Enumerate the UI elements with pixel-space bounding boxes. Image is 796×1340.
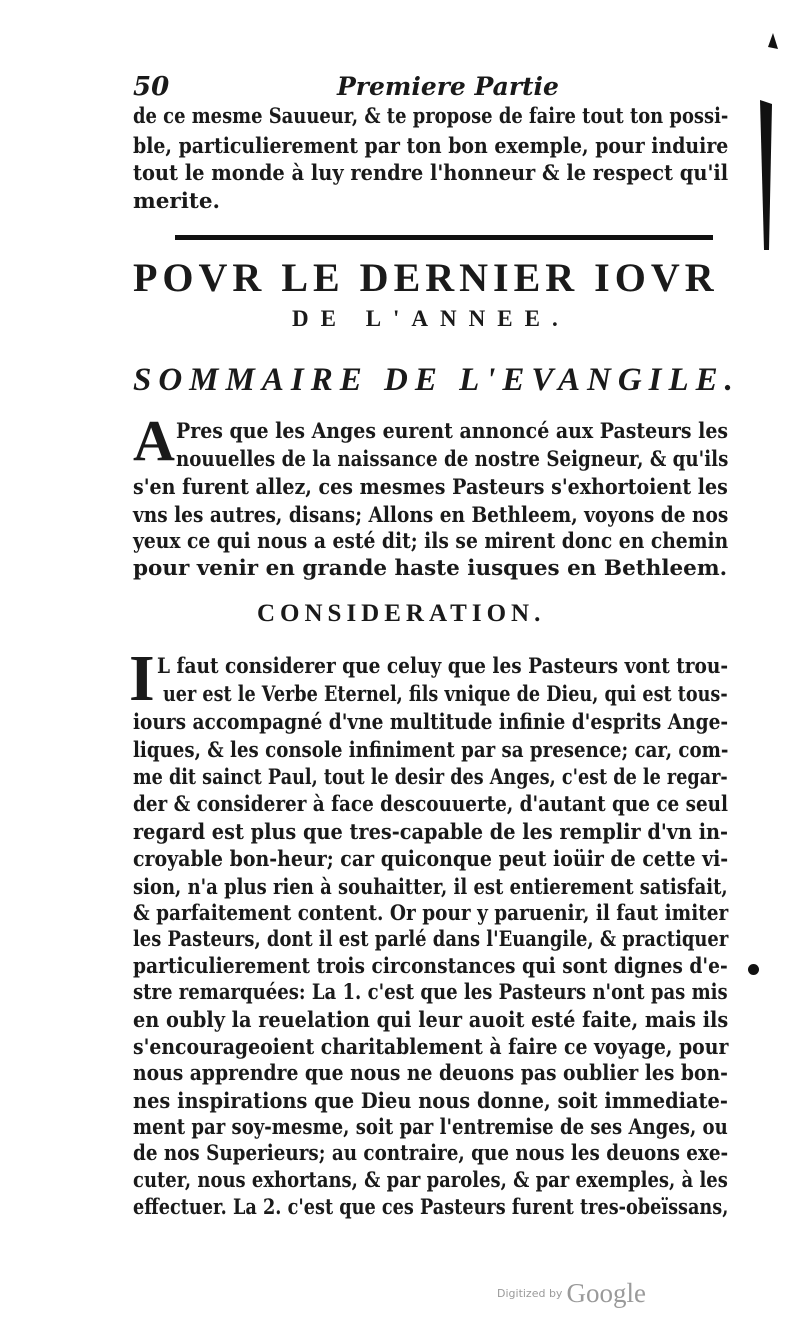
consideration-line: L faut considerer que celuy que les Pasteurs vont trou- — [157, 654, 729, 679]
consideration-line: nous apprendre que nous ne deuons pas oublier les bon- — [133, 1061, 728, 1086]
summary-line: yeux ce qui nous a esté dit; ils se mirent donc en chemin — [133, 529, 729, 554]
summary-line: vns les autres, disans; Allons en Bethleem, voyons de nos — [133, 503, 729, 528]
ink-dot — [748, 964, 759, 975]
consideration-heading: CONSIDERATION. — [257, 600, 546, 627]
intro-line: merite. — [133, 189, 221, 214]
consideration-line: particulierement trois circonstances qui sont dignes d'e- — [133, 954, 728, 979]
summary-line: Pres que les Anges eurent annoncé aux Pasteurs les — [176, 419, 729, 444]
watermark-brand: Google — [566, 1278, 646, 1308]
google-watermark — [497, 1278, 646, 1309]
consideration-line: cuter, nous exhortans, & par paroles, & par exemples, à les — [133, 1168, 728, 1193]
section-title: POVR LE DERNIER IOVR — [133, 255, 719, 300]
intro-line: de ce mesme Sauueur, & te propose de faire tout ton possi- — [133, 104, 729, 129]
summary-line: nouuelles de la naissance de nostre Seigneur, & qu'ils — [176, 447, 729, 472]
summary-line: s'en furent allez, ces mesmes Pasteurs s'exhortoient les — [133, 475, 728, 500]
consideration-line: regard est plus que tres-capable de les remplir d'vn in- — [133, 820, 729, 845]
consideration-line: ment par soy-mesme, soit par l'entremise de ses Anges, ou — [133, 1115, 728, 1140]
consideration-line: me dit sainct Paul, tout le desir des Anges, c'est de le regar- — [133, 765, 728, 790]
consideration-line: s'encourageoient charitablement à faire ce voyage, pour — [133, 1035, 729, 1060]
consideration-line: der & considerer à face descouuerte, d'autant que ce seul — [133, 792, 729, 817]
watermark-prefix: Digitized by — [497, 1287, 563, 1300]
running-title: Premiere Partie — [337, 72, 559, 101]
consideration-line: & parfaitement content. Or pour y paruenir, il faut imiter — [133, 901, 729, 926]
intro-line: ble, particulierement par ton bon exemple, pour induire — [133, 134, 729, 159]
corner-mark — [768, 33, 778, 49]
page-number: 50 — [133, 72, 170, 102]
section-subtitle: DE L'ANNEE. — [292, 306, 570, 331]
summary-heading: SOMMAIRE DE L'EVANGILE. — [133, 362, 740, 398]
margin-ink-stroke — [758, 100, 772, 250]
consideration-line: nes inspirations que Dieu nous donne, soit immediate- — [133, 1089, 728, 1114]
consideration-line: liques, & les console infiniment par sa presence; car, com- — [133, 738, 729, 763]
consideration-line: croyable bon-heur; car quiconque peut ioüir de cette vi- — [133, 847, 729, 872]
consideration-line: en oubly la reuelation qui leur auoit esté faite, mais ils — [133, 1008, 729, 1033]
consideration-drop-cap: I — [129, 642, 155, 715]
consideration-line: uer est le Verbe Eternel, fils vnique de Dieu, qui est tous- — [163, 682, 728, 707]
section-rule — [175, 235, 713, 240]
consideration-line: iours accompagné d'vne multitude infinie d'esprits Ange- — [133, 710, 729, 735]
summary-drop-cap: A — [133, 408, 175, 473]
consideration-line: effectuer. La 2. c'est que ces Pasteurs furent tres-obeïssans, — [133, 1195, 729, 1220]
consideration-line: les Pasteurs, dont il est parlé dans l'Euangile, & practiquer — [133, 927, 729, 952]
intro-line: tout le monde à luy rendre l'honneur & le respect qu'il — [133, 161, 729, 186]
consideration-line: sion, n'a plus rien à souhaitter, il est entierement satisfait, — [133, 875, 728, 900]
consideration-line: de nos Superieurs; au contraire, que nous les deuons exe- — [133, 1141, 729, 1166]
consideration-line: stre remarquées: La 1. c'est que les Pasteurs n'ont pas mis — [133, 980, 728, 1005]
summary-line: pour venir en grande haste iusques en Bethleem. — [133, 556, 728, 581]
